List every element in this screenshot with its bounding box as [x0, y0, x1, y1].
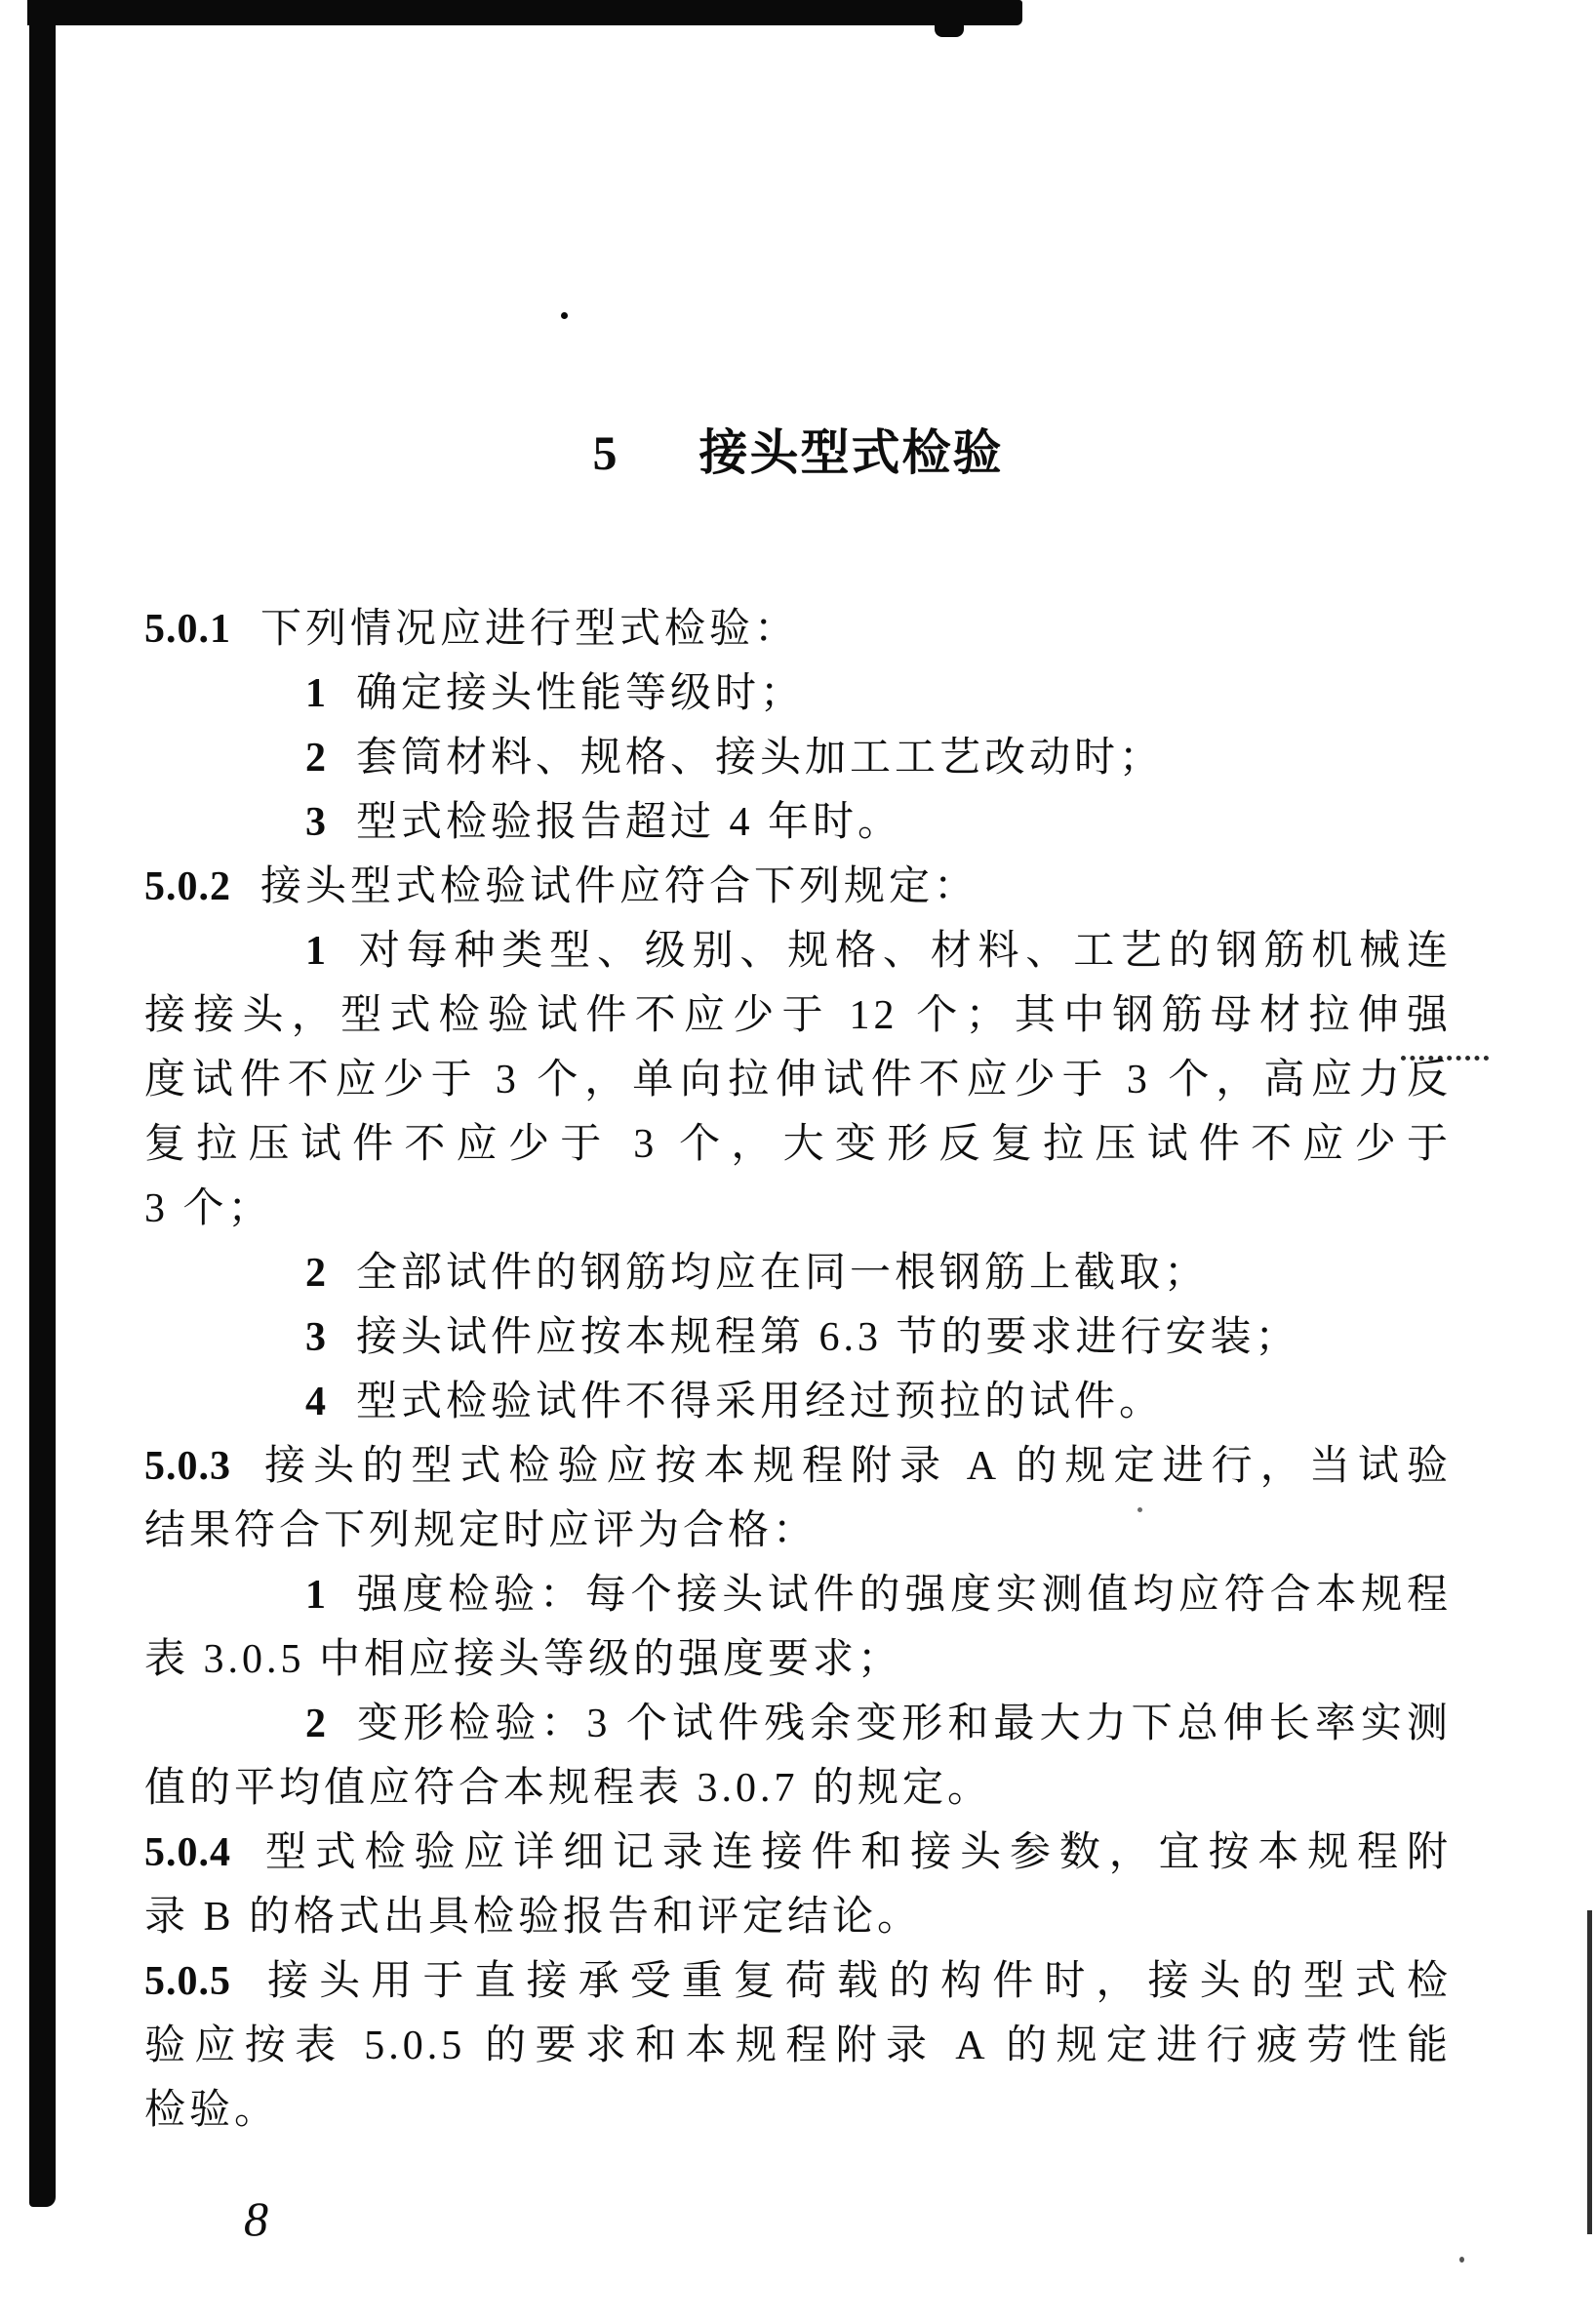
clause-number: 5.0.4: [144, 1830, 231, 1875]
clause-number: 2: [305, 736, 327, 781]
clause-text: 结果符合下列规定时应评为合格：: [144, 1508, 818, 1553]
clause-number: 3: [305, 1315, 327, 1360]
clause-text: 接头用于直接承受重复荷载的构件时，接头的型式检: [260, 1959, 1452, 2004]
clause-text: 型式检验应详细记录连接件和接头参数，宜按本规程附: [260, 1830, 1452, 1875]
scan-artifact-speck: [1459, 2257, 1464, 2263]
scan-artifact-left-bar: [29, 0, 56, 2207]
chapter-title-text: 接头型式检验: [698, 425, 1004, 480]
clause-number: 4: [305, 1380, 327, 1424]
clause-number: 5.0.5: [144, 1959, 231, 2004]
clause-number: 2: [305, 1702, 327, 1746]
text-line: [144, 919, 1452, 983]
document-body: [144, 597, 1452, 2143]
clause-text: 验应按表 5.0.5 的要求和本规程附录 A 的规定进行疲劳性能: [144, 2023, 1452, 2068]
text-line: [144, 1499, 1452, 1563]
clause-text: 套筒材料、规格、接头加工工艺改动时；: [356, 736, 1165, 781]
clause-number: 2: [305, 1251, 327, 1296]
clause-number: 5.0.1: [144, 607, 231, 652]
text-line: [144, 1692, 1452, 1756]
clause-text: 接头的型式检验应按本规程附录 A 的规定进行，当试验: [260, 1444, 1452, 1489]
text-line: [144, 726, 1452, 790]
clause-number: 1: [305, 671, 327, 716]
text-line: [144, 1563, 1452, 1627]
text-line: [144, 2014, 1452, 2078]
clause-text: 全部试件的钢筋均应在同一根钢筋上截取；: [356, 1251, 1210, 1296]
text-line: [144, 1112, 1452, 1177]
text-line: [144, 1177, 1452, 1241]
text-line: [144, 1241, 1452, 1305]
text-line: [144, 1048, 1452, 1112]
text-line: [144, 1434, 1452, 1499]
chapter-title: [144, 421, 1452, 484]
clause-text: 3 个；: [144, 1186, 273, 1231]
text-line: [144, 790, 1452, 855]
text-line: [144, 1756, 1452, 1821]
text-line: [144, 1305, 1452, 1370]
clause-number: 5.0.3: [144, 1444, 231, 1489]
clause-text: 确定接头性能等级时；: [356, 671, 806, 716]
clause-number: 5.0.2: [144, 864, 231, 909]
clause-text: 对每种类型、级别、规格、材料、工艺的钢筋机械连: [356, 929, 1452, 974]
text-line: [144, 855, 1452, 919]
clause-number: 1: [305, 1573, 327, 1618]
text-line: [144, 1370, 1452, 1434]
text-line: [144, 1949, 1452, 2014]
clause-text: 强度检验：每个接头试件的强度实测值均应符合本规程: [356, 1573, 1452, 1618]
scan-artifact-top-bar: [27, 0, 1022, 25]
page-number: 8: [244, 2191, 268, 2246]
text-line: [144, 1885, 1452, 1949]
clause-text: 检验。: [144, 2088, 280, 2133]
clause-text: 接头型式检验试件应符合下列规定：: [260, 864, 979, 909]
scan-artifact-speck: [561, 312, 568, 319]
text-line: [144, 2078, 1452, 2143]
clause-text: 录 B 的格式出具检验报告和评定结论。: [144, 1895, 923, 1940]
clause-text: 型式检验报告超过 4 年时。: [356, 800, 903, 845]
scan-artifact-top-speck: [935, 23, 964, 37]
clause-text: 型式检验试件不得采用经过预拉的试件。: [356, 1380, 1165, 1424]
clause-text: 复拉压试件不应少于 3 个，大变形反复拉压试件不应少于: [144, 1122, 1452, 1167]
clause-text: 接接头，型式检验试件不应少于 12 个；其中钢筋母材拉伸强: [144, 993, 1452, 1038]
chapter-number: 5: [592, 425, 619, 480]
clause-text: 下列情况应进行型式检验：: [260, 607, 800, 652]
clause-number: 1: [305, 929, 327, 974]
text-line: [144, 1821, 1452, 1885]
clause-text: 变形检验：3 个试件残余变形和最大力下总伸长率实测: [356, 1702, 1452, 1746]
clause-text: 表 3.0.5 中相应接头等级的强度要求；: [144, 1637, 903, 1682]
clause-number: 3: [305, 800, 327, 845]
clause-text: 值的平均值应符合本规程表 3.0.7 的规定。: [144, 1766, 993, 1811]
scan-artifact-right-edge-line: [1587, 1910, 1592, 2234]
text-line: [144, 1627, 1452, 1692]
text-line: [144, 983, 1452, 1048]
text-line: [144, 597, 1452, 661]
clause-text: 接头试件应按本规程第 6.3 节的要求进行安装；: [356, 1315, 1300, 1360]
text-line: [144, 661, 1452, 726]
clause-text: 度试件不应少于 3 个，单向拉伸试件不应少于 3 个，高应力反: [144, 1058, 1452, 1102]
